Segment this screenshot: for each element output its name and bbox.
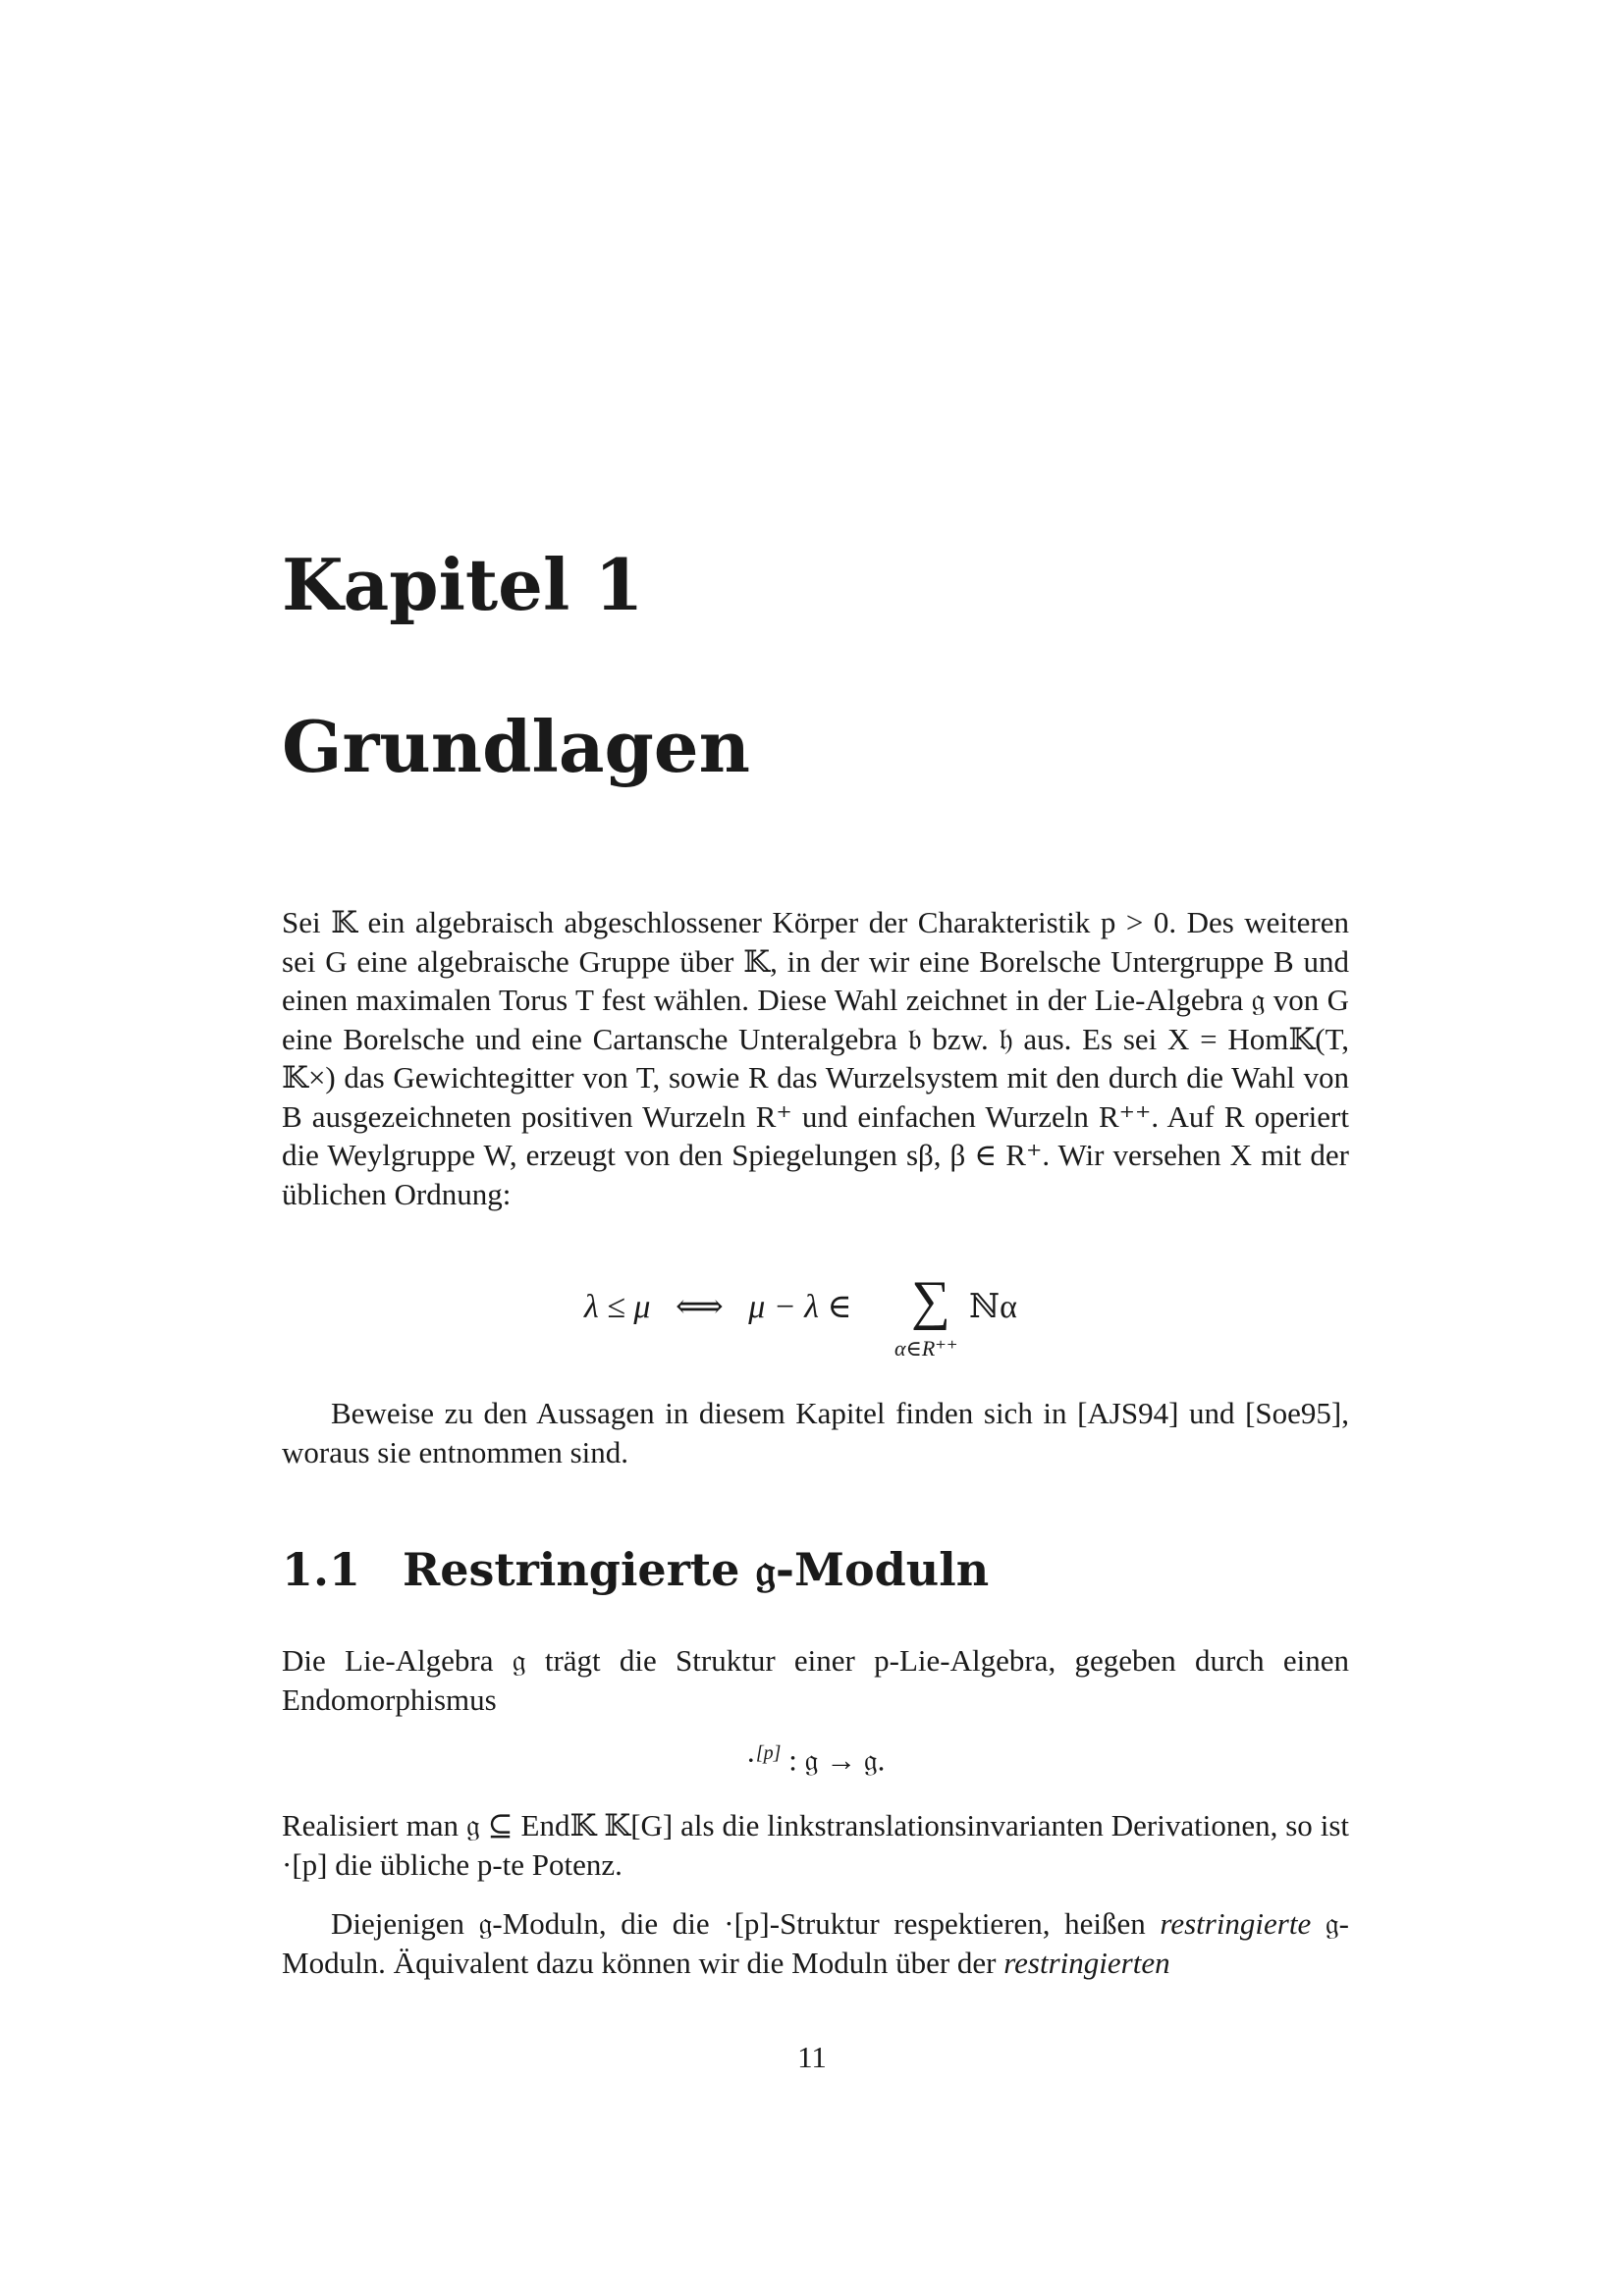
formula-sup: [p] bbox=[755, 1742, 782, 1764]
p-lie-paragraph: Die Lie-Algebra 𝔤 trägt die Struktur einer p-Lie-Algebra, gegeben durch einen Endomorphismus bbox=[282, 1643, 1349, 1717]
restricted-start: Diejenigen 𝔤-Moduln, die die ·[p]-Struktur respektieren, heißen bbox=[331, 1906, 1146, 1941]
chapter-title: Grundlagen bbox=[282, 705, 750, 788]
formula-rhs: ℕα bbox=[969, 1289, 1017, 1325]
restricted-middle: 𝔤-Moduln. Äquivalent dazu können wir die Moduln über der bbox=[282, 1906, 1349, 1980]
proof-block bbox=[282, 1394, 1349, 1471]
intro-block bbox=[282, 903, 1349, 1213]
endomorphism-formula bbox=[282, 1742, 1349, 1779]
chapter-label: Kapitel 1 bbox=[282, 543, 644, 626]
intro-paragraph: Sei 𝕂 ein algebraisch abgeschlossener Körper der Charakteristik p > 0. Des weiteren sei G eine algebraische Gruppe über 𝕂, in der wir eine Borelsche Untergruppe B und einen maximalen Torus T fest wählen. Diese Wahl zeichnet in der Lie-Algebra 𝔤 von G eine Borelsche und eine Cartansche Unteralgebra 𝔟 bzw. 𝔥 aus. Es sei X = Hom𝕂(T, 𝕂×) das Gewichtegitter von T, sowie R das Wurzelsystem mit den durch die Wahl von B ausgezeichneten positiven Wurzeln R⁺ und einfachen Wurzeln R⁺⁺. Auf R operiert die Weylgruppe W, erzeugt von den Spiegelungen sβ, β ∈ R⁺. Wir versehen X mit der üblichen Ordnung: bbox=[282, 905, 1349, 1211]
formula-iff: ⟺ bbox=[675, 1289, 724, 1325]
derivation-paragraph: Realisiert man 𝔤 ⊆ End𝕂 𝕂[G] als die linkstranslationsinvarianten Derivationen, so ist ·[p] die übliche p-te Potenz. bbox=[282, 1808, 1349, 1882]
section-title: Restringierte 𝔤-Moduln bbox=[403, 1543, 990, 1596]
formula-map-dot: · bbox=[745, 1742, 756, 1778]
sum-symbol: ∑ bbox=[911, 1270, 950, 1331]
formula-middle: μ − λ ∈ bbox=[748, 1289, 852, 1325]
restricted-emphasis-2: restringierten bbox=[1003, 1945, 1170, 1980]
restricted-paragraph bbox=[282, 1904, 1349, 1982]
order-formula bbox=[282, 1270, 1349, 1361]
section-number: 1.1 bbox=[282, 1543, 361, 1596]
restricted-emphasis-1: restringierte bbox=[1160, 1906, 1312, 1941]
derivation-block bbox=[282, 1806, 1349, 1884]
page-number: 11 bbox=[797, 2040, 827, 2074]
section-heading bbox=[282, 1543, 1349, 1598]
proof-paragraph: Beweise zu den Aussagen in diesem Kapitel finden sich in [AJS94] und [Soe95], woraus sie entnommen sind. bbox=[282, 1396, 1349, 1469]
sum-index: α∈R⁺⁺ bbox=[894, 1336, 958, 1361]
formula-map-rest: : 𝔤 → 𝔤. bbox=[781, 1742, 886, 1778]
restricted-block bbox=[282, 1904, 1349, 1982]
order-formula-left bbox=[584, 1287, 852, 1326]
formula-lhs: λ ≤ μ bbox=[584, 1289, 651, 1325]
p-lie-block bbox=[282, 1641, 1349, 1719]
